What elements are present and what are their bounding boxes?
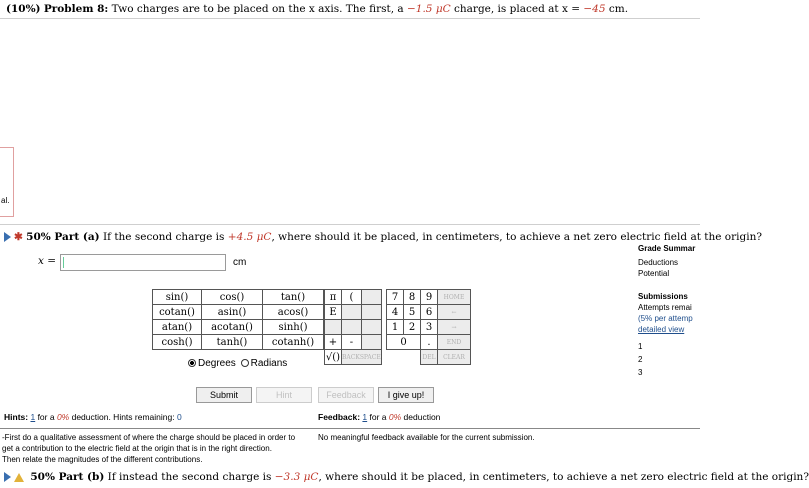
radians-label: Radians	[250, 358, 288, 369]
key-sinh[interactable]: sinh()	[263, 320, 324, 335]
key-tanh[interactable]: tanh()	[202, 335, 263, 350]
key-right[interactable]: →	[438, 320, 471, 335]
key-del[interactable]: DEL	[421, 350, 438, 365]
hint-button[interactable]: Hint	[256, 387, 312, 403]
key-3[interactable]: 3	[421, 320, 438, 335]
hint-line-1: -First do a qualitative assessment of where the charge should be placed in order to	[2, 433, 296, 442]
feedback-line: No meaningful feedback available for the current submission.	[318, 433, 535, 442]
key-blank-1[interactable]	[325, 320, 342, 335]
submission-row-3: 3	[638, 368, 643, 377]
problem-text-2: charge, is placed at x =	[450, 3, 584, 15]
key-cos[interactable]: cos()	[202, 290, 263, 305]
text-cursor	[63, 257, 64, 268]
warning-icon	[14, 473, 24, 482]
key-tan[interactable]: tan()	[263, 290, 324, 305]
part-a-text: If the second charge is	[102, 231, 228, 243]
key-plus[interactable]: +	[325, 335, 342, 350]
key-6[interactable]: 6	[421, 305, 438, 320]
radians-radio[interactable]	[241, 359, 249, 367]
give-up-button[interactable]: I give up!	[378, 387, 434, 403]
part-b-text-2: , where should it be placed, in centimeters, to achieve a net zero electric field at the origin?	[318, 471, 809, 483]
key-5[interactable]: 5	[404, 305, 421, 320]
play-icon[interactable]	[4, 232, 11, 242]
key-blank-2[interactable]	[361, 335, 381, 350]
answer-label: x =	[38, 255, 57, 267]
problem-label: Problem 8:	[43, 3, 109, 15]
submission-row-1: 1	[638, 342, 643, 351]
key-backspace[interactable]: BACKSPACE	[342, 350, 382, 365]
submit-button[interactable]: Submit	[196, 387, 252, 403]
hints-remaining: 0	[176, 412, 182, 422]
problem-text: Two charges are to be placed on the x axis. The first, a	[111, 3, 407, 15]
key-2[interactable]: 2	[404, 320, 421, 335]
incorrect-icon: ✱	[14, 231, 23, 243]
feedback-count[interactable]: 1	[362, 412, 368, 422]
feedback-pct: 0%	[388, 412, 402, 422]
part-b-question	[4, 471, 809, 483]
const-keypad	[324, 289, 382, 365]
key-sqrt[interactable]: √()	[325, 351, 341, 363]
attempts-label: Attempts remai	[638, 303, 692, 312]
problem-statement	[6, 3, 628, 15]
deductions-label: Deductions	[638, 258, 679, 267]
part-a-text-2: , where should it be placed, in centimeters, to achieve a net zero electric field at the origin?	[271, 231, 762, 243]
key-asin[interactable]: asin()	[202, 305, 263, 320]
key-cotan[interactable]: cotan()	[153, 305, 202, 320]
answer-unit: cm	[233, 257, 247, 268]
key-home[interactable]: HOME	[438, 290, 471, 305]
charge-2: +4.5 μC	[227, 231, 272, 243]
charge-1: −1.5 μC	[406, 3, 451, 15]
play-icon-b[interactable]	[4, 472, 11, 482]
key-mult[interactable]	[342, 320, 362, 335]
angle-mode	[186, 358, 287, 369]
problem-text-3: cm.	[605, 3, 629, 15]
degrees-radio[interactable]	[188, 359, 196, 367]
detailed-view-link[interactable]: detailed view	[638, 325, 685, 334]
key-minus[interactable]: -	[342, 335, 362, 350]
charge-b: −3.3 μC	[274, 471, 319, 483]
submissions-label: Submissions	[638, 292, 688, 301]
hint-line-2: get a contribution to the electric field at the origin that is in the right direction.	[2, 444, 272, 453]
answer-input[interactable]	[60, 254, 226, 271]
key-9[interactable]: 9	[421, 290, 438, 305]
key-close-paren[interactable]	[361, 290, 381, 305]
key-atan[interactable]: atan()	[153, 320, 202, 335]
left-side-tab[interactable]	[0, 147, 14, 217]
key-open-paren[interactable]: (	[342, 290, 362, 305]
key-0[interactable]: 0	[387, 335, 421, 350]
problem-weight: (10%)	[6, 3, 41, 15]
key-cotanh[interactable]: cotanh()	[263, 335, 324, 350]
feedback-summary: Feedback: 1 for a 0% deduction	[318, 412, 441, 422]
grade-summary-title: Grade Summar	[638, 244, 696, 253]
function-keypad	[152, 289, 324, 350]
key-e[interactable]: E	[325, 305, 342, 320]
key-pi[interactable]: π	[325, 290, 342, 305]
key-clear[interactable]: CLEAR	[438, 350, 471, 365]
hints-pct: 0%	[56, 412, 70, 422]
position-1: −45	[583, 3, 606, 15]
digit-keypad	[386, 289, 471, 365]
hint-line-3: Then relate the magnitudes of the different contributions.	[2, 455, 203, 464]
part-a-weight: 50% Part (a)	[26, 231, 100, 243]
key-div[interactable]	[361, 320, 381, 335]
key-1[interactable]: 1	[387, 320, 404, 335]
part-b-weight: 50% Part (b)	[30, 471, 105, 483]
submission-row-2: 2	[638, 355, 643, 364]
key-power[interactable]	[342, 305, 362, 320]
key-8[interactable]: 8	[404, 290, 421, 305]
key-4[interactable]: 4	[387, 305, 404, 320]
potential-label: Potential	[638, 269, 670, 278]
key-end[interactable]: END	[438, 335, 471, 350]
per-attempt-label: (5% per attemp	[638, 314, 693, 323]
hints-count[interactable]: 1	[30, 412, 36, 422]
part-a-question	[4, 231, 762, 243]
key-pow-alt[interactable]	[361, 305, 381, 320]
feedback-button[interactable]: Feedback	[318, 387, 374, 403]
key-7[interactable]: 7	[387, 290, 404, 305]
hints-summary: Hints: 1 for a 0% deduction. Hints remaining: 0	[4, 412, 182, 422]
left-tab-text: al.	[1, 196, 10, 205]
key-acotan[interactable]: acotan()	[202, 320, 263, 335]
key-dot[interactable]: .	[421, 335, 438, 350]
key-cosh[interactable]: cosh()	[153, 335, 202, 350]
degrees-label: Degrees	[198, 358, 236, 369]
key-sin[interactable]: sin()	[153, 290, 202, 305]
part-b-text: If instead the second charge is	[107, 471, 275, 483]
key-acos[interactable]: acos()	[263, 305, 324, 320]
key-left[interactable]: ←	[438, 305, 471, 320]
